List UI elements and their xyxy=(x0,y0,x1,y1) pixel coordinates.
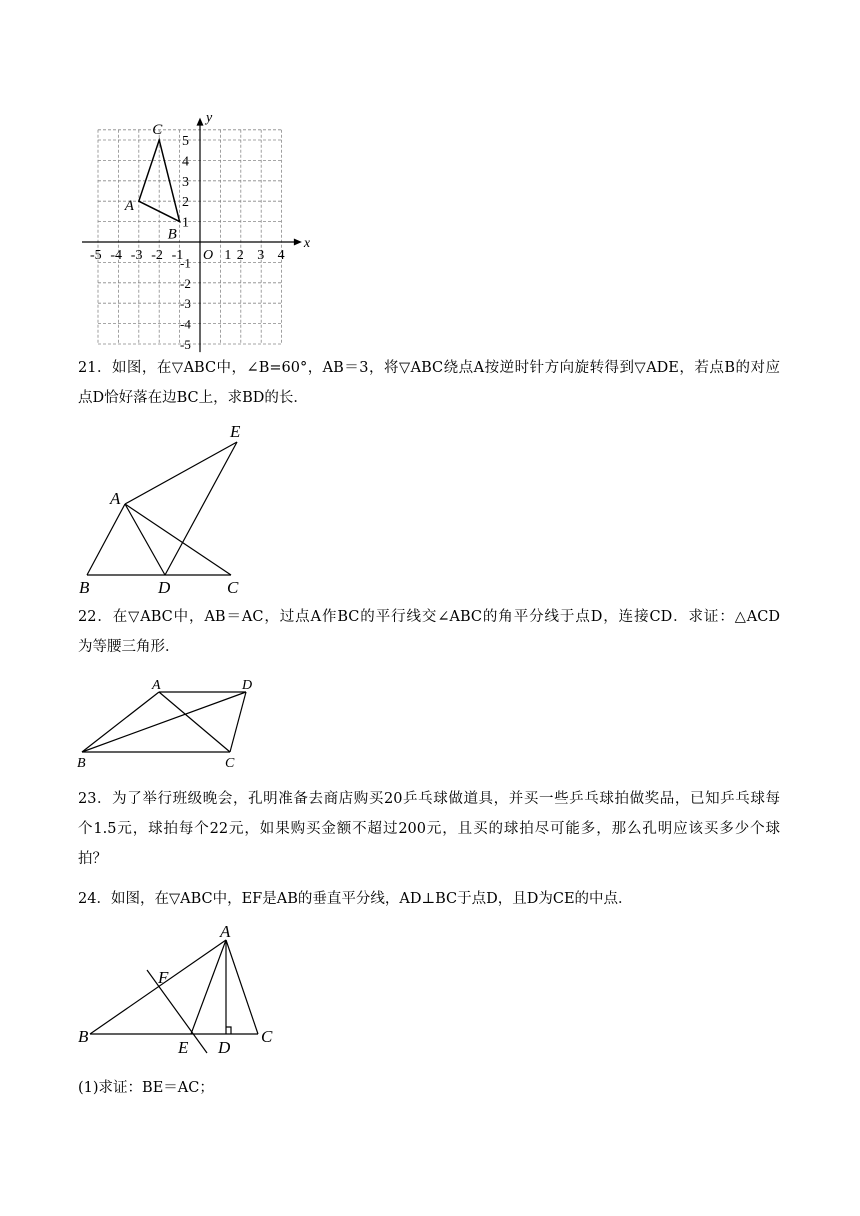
segment-AB xyxy=(82,692,159,752)
segment-AB xyxy=(90,940,226,1034)
x-tick-label: 2 xyxy=(236,248,244,263)
coordinate-grid-svg xyxy=(80,110,310,350)
y-tick-label: 3 xyxy=(182,174,189,190)
vertex-label-B: B xyxy=(167,226,177,243)
segment-CD xyxy=(230,692,246,752)
x-axis-label: x xyxy=(303,236,311,251)
label-C: C xyxy=(225,756,235,771)
label-A: A xyxy=(152,678,161,693)
question-23-text xyxy=(78,784,780,874)
label-D: D xyxy=(158,578,171,597)
q21-figure-svg xyxy=(70,418,260,600)
origin-label: O xyxy=(203,248,214,263)
y-tick-label: 4 xyxy=(182,154,189,170)
q21-line-2: 点D恰好落在边BC上，求BD的长． xyxy=(78,390,308,406)
segment-AE xyxy=(191,940,226,1034)
y-tick-label: -3 xyxy=(180,296,191,312)
q23-line-2: 个1.5元，球拍每个22元，如果购买金额不超过200元，且买的球拍尽可能多，那么孔明应该买多少个球 xyxy=(78,821,780,837)
label-B: B xyxy=(77,756,86,771)
q22-line-2: 为等腰三角形． xyxy=(78,639,180,655)
x-axis-arrow xyxy=(294,239,302,246)
y-tick-label: 1 xyxy=(182,215,189,231)
question-21-text xyxy=(78,353,780,413)
segment-AB xyxy=(87,504,125,575)
label-D: D xyxy=(218,1038,231,1057)
q24-line-1: 24．如图，在▽ABC中，EF是AB的垂直平分线，AD⊥BC于点D，且D为CE的中点． xyxy=(78,891,633,907)
q21-figure xyxy=(70,418,260,600)
vertex-label-C: C xyxy=(152,122,163,138)
label-D: D xyxy=(242,678,253,693)
segment-AD xyxy=(125,504,165,575)
y-axis-arrow xyxy=(197,118,204,126)
x-tick-label: -5 xyxy=(90,248,102,263)
q22-figure xyxy=(70,672,270,772)
label-E: E xyxy=(178,1038,189,1057)
label-A: A xyxy=(220,922,231,941)
x-tick-label: 3 xyxy=(257,248,265,263)
x-tick-label: 4 xyxy=(277,248,285,263)
coordinate-grid-figure xyxy=(80,110,310,350)
x-tick-label: -3 xyxy=(130,248,143,263)
segment-AC xyxy=(125,504,231,575)
label-B: B xyxy=(78,1027,89,1046)
q24-sub-question-1 xyxy=(78,1073,780,1103)
vertex-label-A: A xyxy=(124,198,134,215)
y-tick-label: -2 xyxy=(180,275,191,291)
label-E: E xyxy=(230,422,241,441)
q22-figure-svg xyxy=(70,672,270,772)
q24-sub1-text: (1)求证：BE＝AC； xyxy=(78,1080,214,1096)
y-tick-label: 2 xyxy=(182,195,189,211)
right-angle-mark xyxy=(226,1027,231,1034)
label-A: A xyxy=(110,489,121,508)
x-tick-label: 1 xyxy=(224,248,232,263)
segment-BD xyxy=(82,692,246,752)
segment-AC xyxy=(159,692,230,752)
q23-line-1: 23．为了举行班级晚会，孔明准备去商店购买20乒乓球做道具，并买一些乒乓球拍做奖品，已知乒乓球每 xyxy=(78,791,780,807)
q24-figure-svg xyxy=(70,920,290,1060)
y-tick-label: -5 xyxy=(180,337,191,352)
q22-line-1: 22．在▽ABC中，AB＝AC，过点A作BC的平行线交∠ABC的角平分线于点D，连接CD．求证：△ACD xyxy=(78,609,780,625)
y-tick-label: -4 xyxy=(180,316,191,332)
q24-figure xyxy=(70,920,290,1060)
x-tick-label: -2 xyxy=(151,248,163,263)
perpendicular-bisector-EF xyxy=(147,970,207,1053)
y-axis-label: y xyxy=(206,110,213,126)
label-C: C xyxy=(261,1027,273,1046)
y-tick-label: -1 xyxy=(180,255,191,271)
y-tick-label: 5 xyxy=(182,134,189,149)
label-C: C xyxy=(227,578,239,597)
label-F: F xyxy=(158,968,169,987)
x-tick-label: -4 xyxy=(110,248,123,263)
label-B: B xyxy=(79,578,90,597)
q23-line-3: 拍？ xyxy=(78,851,107,867)
question-22-text xyxy=(78,602,780,662)
question-24-text xyxy=(78,884,780,914)
segment-AC xyxy=(226,940,258,1034)
x-tick-label: -1 xyxy=(171,248,184,263)
q21-line-1: 21．如图，在▽ABC中，∠B=60°，AB＝3，将▽ABC绕点A按逆时针方向旋转得到▽ADE，若点B的对应 xyxy=(78,360,780,376)
